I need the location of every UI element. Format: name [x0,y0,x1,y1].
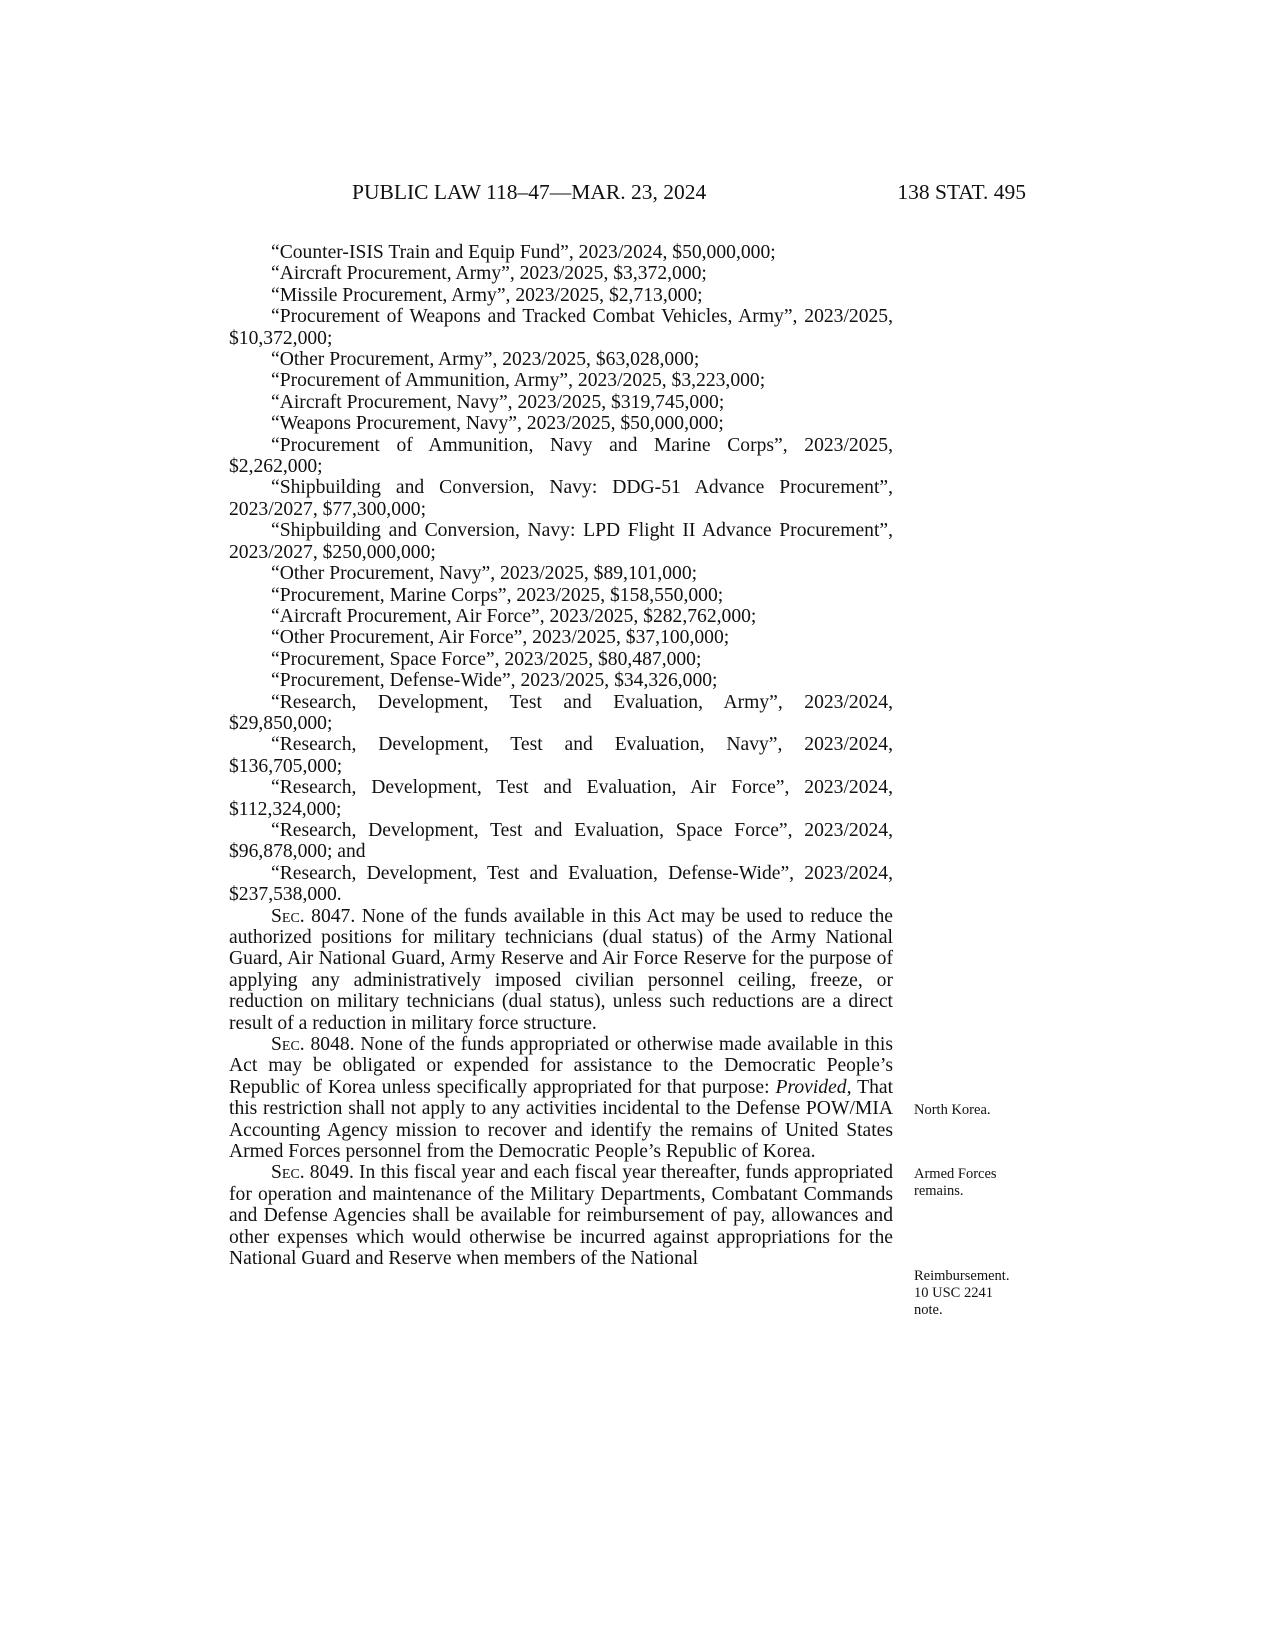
margin-note-line: 10 USC 2241 [914,1285,993,1301]
appropriation-item: “Procurement, Defense-Wide”, 2023/2025, $34,326,000; [271,670,718,692]
document-body [229,242,893,1270]
section-8047 [229,906,893,1034]
appropriation-item: “Shipbuilding and Conversion, Navy: LPD Flight II Advance Procurement”, 2023/2027, $250,000,000; [229,520,893,563]
appropriation-item: “Missile Procurement, Army”, 2023/2025, $2,713,000; [271,284,703,306]
section-label: Sec. 8047. [271,905,356,927]
margin-note-line: remains. [914,1183,964,1199]
appropriation-item: “Aircraft Procurement, Air Force”, 2023/2025, $282,762,000; [271,605,757,627]
margin-note-armed-forces [914,1166,1054,1200]
margin-note-line: Armed Forces [914,1166,997,1182]
section-text: In this fiscal year and each fiscal year thereafter, funds appropriated for operation and maintenance of the Military Departments, Combatant Commands and Defense Agencies shall be available for reimbursement of pay, allowances and other expenses which would otherwise be incurred against appropriations for the National Guard and Reserve when members of the National [229,1162,893,1270]
appropriation-item: “Aircraft Procurement, Army”, 2023/2025, $3,372,000; [271,263,707,285]
appropriation-item: “Other Procurement, Air Force”, 2023/2025, $37,100,000; [271,627,730,649]
section-8049 [229,1162,893,1269]
margin-note-line: North Korea. [914,1102,991,1118]
page-header [0,180,1275,210]
appropriation-item: “Procurement of Ammunition, Navy and Marine Corps”, 2023/2025, $2,262,000; [229,434,893,478]
appropriation-item: “Counter-ISIS Train and Equip Fund”, 2023/2024, $50,000,000; [271,242,776,263]
appropriation-item: “Weapons Procurement, Navy”, 2023/2025, $50,000,000; [271,413,724,435]
appropriation-item: “Research, Development, Test and Evaluation, Army”, 2023/2024, $29,850,000; [229,691,893,734]
appropriation-item: “Shipbuilding and Conversion, Navy: DDG-51 Advance Procurement”, 2023/2027, $77,300,000; [229,477,893,520]
running-head: PUBLIC LAW 118–47—MAR. 23, 2024 [352,180,707,204]
appropriation-item: “Other Procurement, Navy”, 2023/2025, $89,101,000; [271,563,698,585]
section-label: Sec. 8048. [271,1034,355,1056]
appropriation-item: “Aircraft Procurement, Navy”, 2023/2025, $319,745,000; [271,391,725,413]
section-text: None of the funds available in this Act may be used to reduce the authorized positions for military technicians (dual status) of the Army National Guard, Air National Guard, Army Reserve and Air Force Reserve for the purpose of applying any administratively imposed civilian personnel ceiling, freeze, or reduction on military technicians (dual status), unless such reductions are a direct result of a reduction in military force structure. [229,905,894,1034]
margin-note-line: note. [914,1302,943,1318]
proviso: Provided, [775,1076,852,1098]
section-text: None of the funds appropriated or otherwise made available in this Act may be obligated or expended for assistance to the Democratic People’s Republic of Korea unless specifically appropriated for that purpose: [229,1034,894,1098]
appropriation-item: “Research, Development, Test and Evaluation, Space Force”, 2023/2024, $96,878,000; and [229,819,893,863]
stat-page-number: 138 STAT. 495 [897,180,1026,204]
section-label: Sec. 8049. [271,1162,354,1184]
margin-note-north-korea [914,1102,1054,1119]
appropriation-item: “Procurement of Weapons and Tracked Combat Vehicles, Army”, 2023/2025, $10,372,000; [229,306,893,349]
appropriation-item: “Procurement, Space Force”, 2023/2025, $80,487,000; [271,648,702,670]
appropriation-item: “Other Procurement, Army”, 2023/2025, $63,028,000; [271,349,700,371]
appropriation-item: “Research, Development, Test and Evaluation, Defense-Wide”, 2023/2024, $237,538,000. [229,862,893,906]
appropriation-item: “Research, Development, Test and Evaluation, Navy”, 2023/2024, $136,705,000; [229,734,893,777]
appropriation-item: “Procurement, Marine Corps”, 2023/2025, $158,550,000; [271,584,724,606]
section-text: That this restriction shall not apply to any activities incidental to the Defense POW/MIA Accounting Agency mission to recover and identify the remains of United States Armed Forces personnel from the Democratic People’s Republic of Korea. [229,1076,894,1163]
appropriation-item: “Procurement of Ammunition, Army”, 2023/2025, $3,223,000; [271,370,766,392]
appropriation-item: “Research, Development, Test and Evaluation, Air Force”, 2023/2024, $112,324,000; [229,777,893,820]
margin-note-line: Reimbursement. [914,1268,1010,1284]
margin-note-reimbursement [914,1268,1054,1319]
section-8048 [229,1034,893,1162]
